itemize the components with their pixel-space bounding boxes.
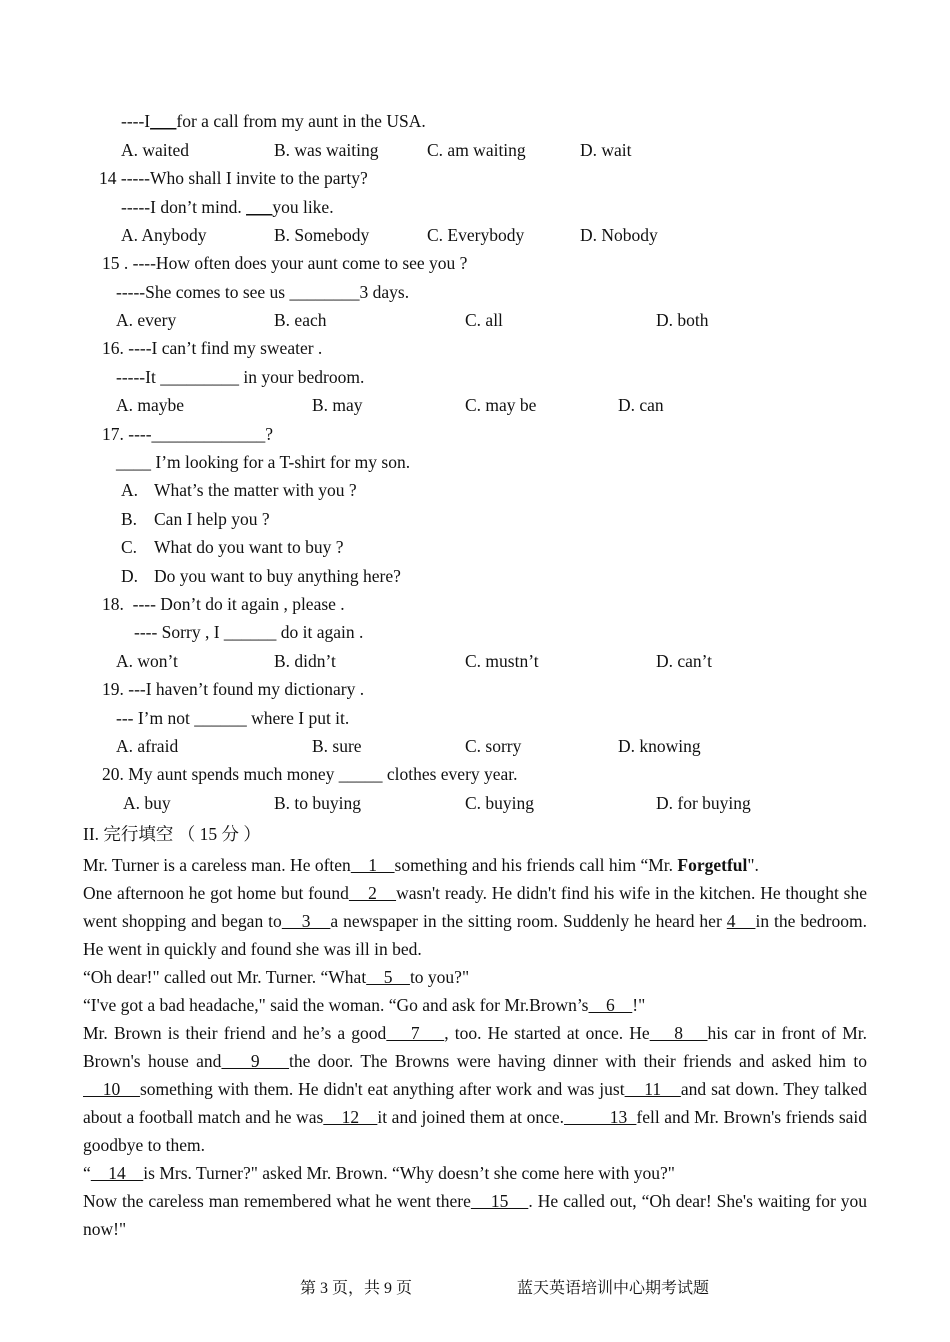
q18-line1: 18. ---- Don’t do it again , please . (102, 594, 345, 614)
q15-option-c: C. all (465, 310, 503, 330)
blank-8: 8 (649, 1023, 708, 1043)
q19-line2: --- I’m not ______ where I put it. (116, 708, 350, 728)
q17-option-c-letter: C. (121, 537, 138, 557)
blank-5: 5 (366, 967, 410, 987)
q14-line1: 14 -----Who shall I invite to the party? (99, 168, 368, 188)
q19-option-d: D. knowing (618, 736, 701, 756)
q20-line1: 20. My aunt spends much money _____ clothes every year. (102, 764, 518, 784)
q13-stem: ----I___for a call from my aunt in the USA. (121, 111, 426, 131)
q20-option-b: B. to buying (274, 793, 362, 813)
q18-option-a: A. won’t (116, 651, 178, 671)
passage-paragraph: One afternoon he got home but found 2 wasn't ready. He didn't find his wife in the kitchen. He thought she went shopping and began to 3 a newspaper in the sitting room. Suddenly he heard her 4 in the bedroom. He went in quickly and found she was ill in bed. (83, 883, 868, 959)
blank-6: 6 (588, 995, 633, 1015)
blank-1: 1 (350, 855, 395, 875)
section-title-cloze: II. 完行填空 （ 15 分 ） (83, 824, 261, 844)
q20-option-c: C. buying (465, 793, 535, 813)
q19-option-b: B. sure (312, 736, 362, 756)
q18-line2: ---- Sorry , I ______ do it again . (134, 622, 364, 642)
q16-option-c: C. may be (465, 395, 537, 415)
q13-option-b: B. was waiting (274, 140, 379, 160)
q14-line2: -----I don’t mind. ___you like. (121, 197, 334, 217)
footer-organization: 蓝天英语培训中心期考试题 (517, 1280, 710, 1297)
q15-line1: 15 . ----How often does your aunt come to see you ? (102, 253, 468, 273)
q17-option-d-letter: D. (121, 566, 139, 586)
q18-option-c: C. mustn’t (465, 651, 539, 671)
blank-3: 3 (281, 911, 331, 931)
passage-paragraph: Mr. Turner is a careless man. He often 1 something and his friends call him “Mr. Forgetful". (83, 855, 759, 875)
q13-option-c: C. am waiting (427, 140, 526, 160)
q17-line1: 17. ----_____________? (102, 424, 274, 444)
q19-line1: 19. ---I haven’t found my dictionary . (102, 679, 365, 699)
q16-line1: 16. ----I can’t find my sweater . (102, 338, 323, 358)
q13-option-d: D. wait (580, 140, 632, 160)
q17-option-b: Can I help you ? (154, 509, 270, 529)
blank-10: 10 (83, 1079, 140, 1099)
q18-option-d: D. can’t (656, 651, 713, 671)
q16-option-d: D. can (618, 395, 664, 415)
blank-2: 2 (348, 883, 397, 903)
blank-13: 13 (564, 1107, 637, 1127)
q15-option-b: B. each (274, 310, 327, 330)
passage-paragraph: Mr. Brown is their friend and he’s a good 7 , too. He started at once. He 8 his car in front of Mr. Brown's house and 9 the door. The Browns were having dinner with their friends and asked him to 10 something with them. He didn't eat anything after work and was just 11 and sat down. They talked about a football match and he was 12 it and joined them at once. 13 fell and Mr. Brown's friends said goodbye to them. (83, 1023, 868, 1155)
blank-11: 11 (624, 1079, 681, 1099)
passage-paragraph: Now the careless man remembered what he went there 15 . He called out, “Oh dear! She's waiting for you now!" (83, 1191, 868, 1239)
q17-option-d: Do you want to buy anything here? (154, 566, 401, 586)
q13-option-a: A. waited (121, 140, 190, 160)
q16-option-a: A. maybe (116, 395, 185, 415)
q16-line2: -----It _________ in your bedroom. (116, 367, 365, 387)
cloze-passage (83, 851, 867, 1243)
blank-4: 4 (726, 911, 756, 931)
q20-option-d: D. for buying (656, 793, 751, 813)
q17-option-a: What’s the matter with you ? (154, 480, 357, 500)
q14-option-c: C. Everybody (427, 225, 525, 245)
q14-option-a: A. Anybody (121, 225, 207, 245)
passage-paragraph: “Oh dear!" called out Mr. Turner. “What 5 to you?" (83, 967, 470, 987)
footer-page-number: 第 3 页，共 9 页 (300, 1280, 413, 1297)
q17-option-c: What do you want to buy ? (154, 537, 344, 557)
q19-option-a: A. afraid (116, 736, 179, 756)
blank-9: 9 (221, 1051, 290, 1071)
q17-option-b-letter: B. (121, 509, 138, 529)
blank-7: 7 (386, 1023, 445, 1043)
q14-option-b: B. Somebody (274, 225, 370, 245)
q19-option-c: C. sorry (465, 736, 522, 756)
q17-line2: ____ I’m looking for a T-shirt for my son. (116, 452, 411, 472)
q16-option-b: B. may (312, 395, 363, 415)
q20-option-a: A. buy (123, 793, 171, 813)
q15-line2: -----She comes to see us ________3 days. (116, 282, 410, 302)
blank-14: 14 (90, 1163, 144, 1183)
q15-option-a: A. every (116, 310, 177, 330)
q14-option-d: D. Nobody (580, 225, 658, 245)
q18-option-b: B. didn’t (274, 651, 336, 671)
q15-option-d: D. both (656, 310, 709, 330)
blank-15: 15 (470, 1191, 529, 1211)
passage-paragraph: “ 14 is Mrs. Turner?" asked Mr. Brown. “Why doesn’t she come here with you?" (83, 1163, 675, 1183)
q17-option-a-letter: A. (121, 480, 139, 500)
passage-paragraph: “I've got a bad headache," said the woman. “Go and ask for Mr.Brown’s 6 !" (83, 995, 646, 1015)
blank-12: 12 (323, 1107, 378, 1127)
